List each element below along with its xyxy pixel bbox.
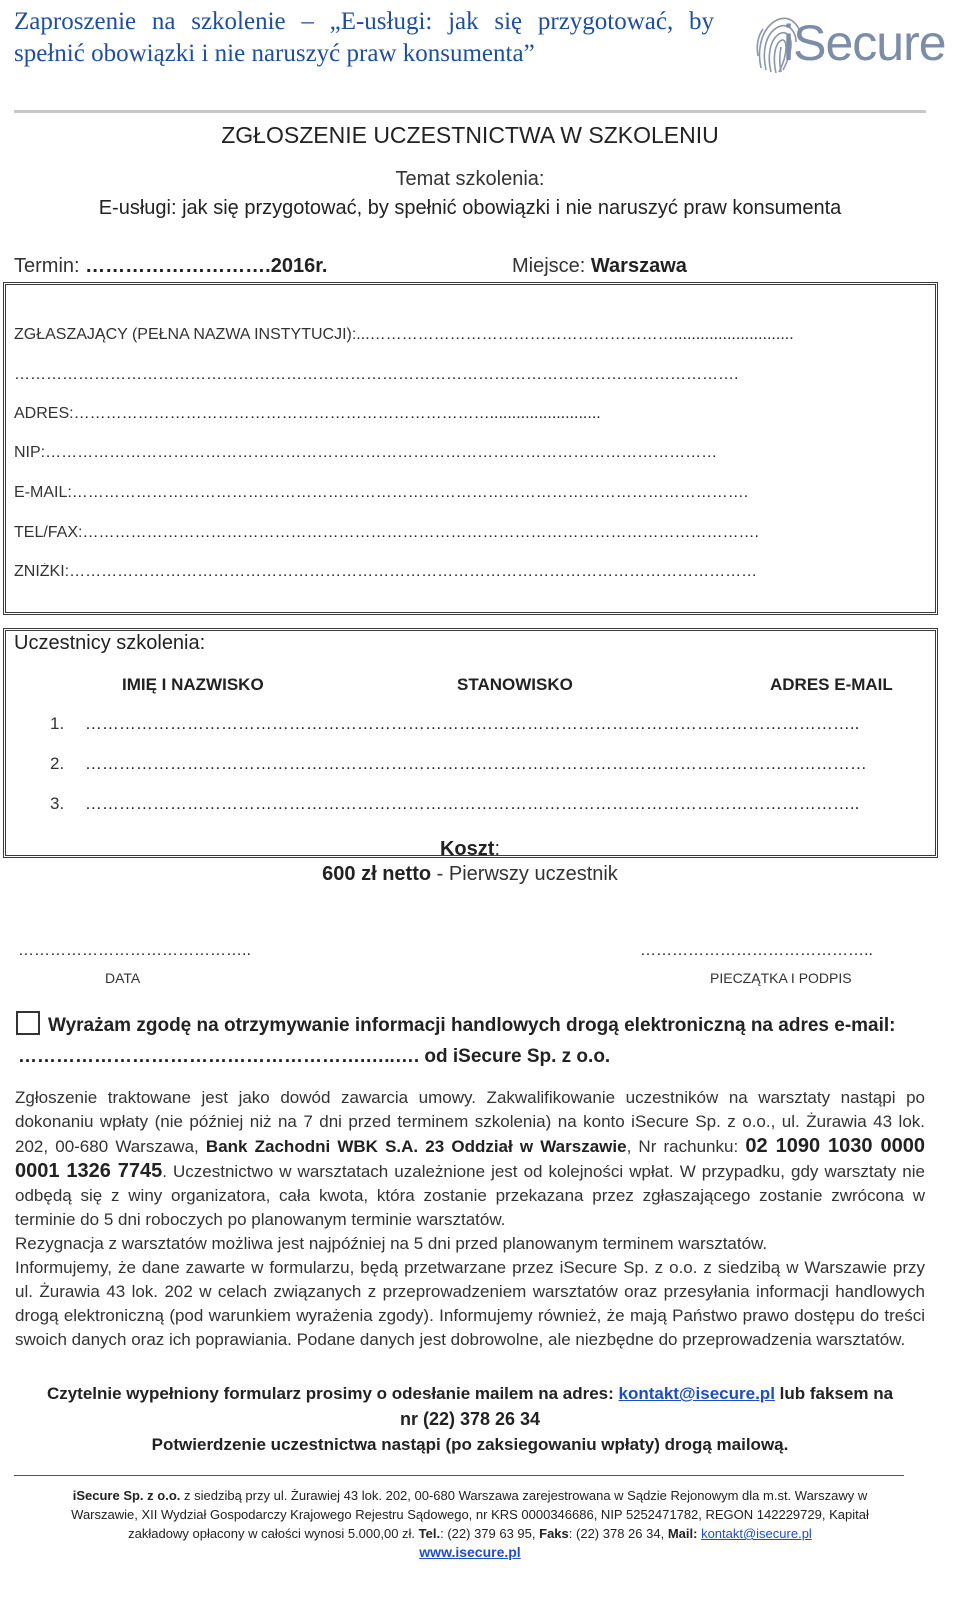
cta-text-a: Czytelnie wypełniony formularz prosimy o odesłanie mailem na adres: [46,1384,614,1403]
participant-dots[interactable]: ………………………………………………………………………………………………………………………… [84,754,867,773]
form-title: ZGŁOSZENIE UCZESTNICTWA W SZKOLENIU [221,122,719,148]
date-line[interactable]: …………………………………….. [18,942,251,959]
header-divider [14,110,926,113]
footer-mail-label: Mail: [667,1526,698,1541]
footer-line-1: z siedzibą przy ul. Żurawiej 43 lok. 202, 00-680 Warszawa zarejestrowana w Sądzie Rejonowym dla m.st. Warszawy w [184,1488,868,1503]
participant-dots[interactable]: ……………………………………………………………………………………………………………………….. [84,794,860,813]
confirmation-note: Potwierdzenie uczestnictwa nastąpi (po zaksiegowaniu wpłaty) drogą mailową. [151,1435,789,1454]
footer-website [0,1544,940,1560]
isecure-logo [755,8,955,82]
fax-number-line [0,1409,940,1430]
participant-number: 3. [50,794,65,813]
terms-paragraph-3: Informujemy, że dane zawarte w formularzu, będą przetwarzane przez iSecure Sp. z o.o. z siedzibą w Warszawie przy ul. Żurawia 43 lok. 202 w celach związanych z przeprowadzeniem warsztatów oraz przesyłania informacji handlowych drogą elektroniczną (pod warunkiem wyrażenia zgody). Informujemy również, że mają Państwo prawo dostępu do treści swoich danych oraz ich poprawiania. Podane danych jest dobrowolne, ale niezbędne do przeprowadzenia warsztatów. [15,1258,925,1349]
signature-line[interactable]: …………………………………….. [640,942,873,959]
cost-price: 600 zł netto [322,863,432,885]
telfax-dots[interactable]: ………………………………………………………………………………………………………………. [82,524,759,541]
place-label: Miejsce: [512,255,586,277]
discounts-dots[interactable]: ………………………………………………………………………………………………………………… [69,563,758,580]
participant-dots[interactable]: ……………………………………………………………………………………………………………………….. [84,714,860,733]
footer-divider [14,1475,904,1476]
footer-tel-label: Tel. [418,1526,441,1541]
participant-row[interactable] [50,794,926,814]
participants-title: Uczestnicy szkolenia: [14,632,206,654]
footer-line-3: zakładowy opłacony w całości wynosi 5.000,00 zł. [128,1526,416,1541]
terms-text [15,1086,925,1352]
cta-text-b: lub faksem na [779,1384,894,1403]
company-footer [0,1486,940,1543]
date-label: DATA [105,970,141,986]
fax-number: nr (22) 378 26 34 [399,1409,541,1429]
terms-paragraph-1b: . Uczestnictwo w warsztatach uzależnione jest od kolejności wpłat. W przypadku, gdy warsztaty nie odbędą się z winy organizatora, cała kwota, która zostanie przekazana przez zgłaszającego zostanie zwrócona w terminie do 5 dni roboczych po planowanym terminie warsztatów. [15,1162,925,1229]
participant-row[interactable] [50,714,926,734]
column-header-name: IMIĘ I NAZWISKO [122,675,264,694]
website-link[interactable]: www.isecure.pl [419,1544,521,1560]
address-label: ADRES: [14,405,74,422]
topic-label: Temat szkolenia: [395,168,545,190]
consent-email-line[interactable]: ……………………………………………….…..…. od iSecure Sp. z o.o. [18,1046,611,1067]
cost-line: 600 zł netto - Pierwszy uczestnik [322,863,618,885]
discounts-field[interactable] [14,563,926,581]
discounts-label: ZNIŻKI: [14,563,70,580]
nip-field[interactable] [14,444,926,462]
telfax-label: TEL/FAX: [14,524,83,541]
contact-email-link[interactable]: kontakt@isecure.pl [618,1384,775,1403]
footer-email-link[interactable]: kontakt@isecure.pl [701,1526,812,1541]
cost-heading: Koszt: [439,838,500,860]
institution-continuation-field[interactable] [14,366,926,384]
column-header-position: STANOWISKO [457,675,573,694]
footer-fax: : (22) 378 26 34, [568,1526,665,1541]
terms-paragraph-1a: Zgłoszenie traktowane jest jako dowód zawarcia umowy. Zakwalifikowanie uczestników na warsztaty nastąpi po dokonaniu wpłaty (nie później niż na 7 dni przed terminem szkolenia) na konto iSecure Sp. z o.o., ul. Żurawia 43 lok. 202, 00-680 Warszawa, [15,1088,925,1156]
stamp-signature-label: PIECZĄTKA I PODPIS [710,970,852,986]
cost-note: Pierwszy uczestnik [448,863,618,885]
institution-label: ZGŁASZAJĄCY [14,326,128,343]
participant-row[interactable] [50,754,926,774]
continuation-dots[interactable]: ………………………………………………………………………………………………………………………. [14,366,739,383]
term-label: Termin: [14,255,80,277]
email-label: E-MAIL: [14,484,72,501]
institution-field[interactable] [14,326,926,344]
institution-dots[interactable]: ...…………………………………………………........................... [356,326,794,343]
terms-paragraph-2: Rezygnacja z warsztatów możliwa jest najpóźniej na 5 dni przed planowanym terminem warsztatów. [15,1234,768,1253]
logo-wordmark: iSecure [783,15,946,71]
account-number: 02 1090 1030 0000 0001 1326 7745 [15,1135,926,1182]
nip-dots[interactable]: ……………………………………………………………………………………………………………… [45,444,718,461]
consent-text: Wyrażam zgodę na otrzymywanie informacji handlowych drogą elektroniczną na adres e-mail: [48,1015,896,1036]
footer-fax-label: Faks [539,1526,569,1541]
email-field[interactable] [14,484,926,502]
participant-number: 1. [50,714,65,733]
submission-instructions [0,1384,940,1404]
bank-name: Bank Zachodni WBK S.A. 23 Oddział w Warszawie [205,1137,627,1156]
account-label: , Nr rachunku: [626,1137,739,1156]
place-value: Warszawa [590,255,687,277]
term-field [14,255,327,278]
nip-label: NIP: [14,444,46,461]
participant-number: 2. [50,754,65,773]
topic-text: E-usługi: jak się przygotować, by spełnić obowiązki i nie naruszyć praw konsumenta [98,197,842,219]
cost-label: Koszt [439,838,495,860]
address-field[interactable] [14,405,926,423]
email-dots[interactable]: ………………………………………………………………………………………………………………. [71,484,749,501]
document-title: Zaproszenie na szkolenie – „E-usługi: jak się przygotować, by spełnić obowiązki i nie naruszyć praw konsumenta” [14,8,714,67]
participants-box [3,628,938,858]
column-header-email: ADRES E-MAIL [770,675,893,694]
footer-company: iSecure Sp. z o.o. [72,1488,181,1503]
footer-line-2: Warszawie, XII Wydział Gospodarczy Krajowego Rejestru Sądowego, nr KRS 0000346686, NIP 5252471782, REGON 142229729, Kapitał [71,1507,869,1522]
term-value[interactable]: ……………………….2016r. [85,255,328,277]
address-dots[interactable]: ……………………………………………………………………......................... [73,405,601,422]
institution-hint: (PEŁNA NAZWA INSTYTUCJI): [131,326,357,343]
telfax-field[interactable] [14,524,926,542]
consent-checkbox[interactable] [16,1011,40,1035]
footer-tel: : (22) 379 63 95, [440,1526,536,1541]
place-field [512,255,687,278]
